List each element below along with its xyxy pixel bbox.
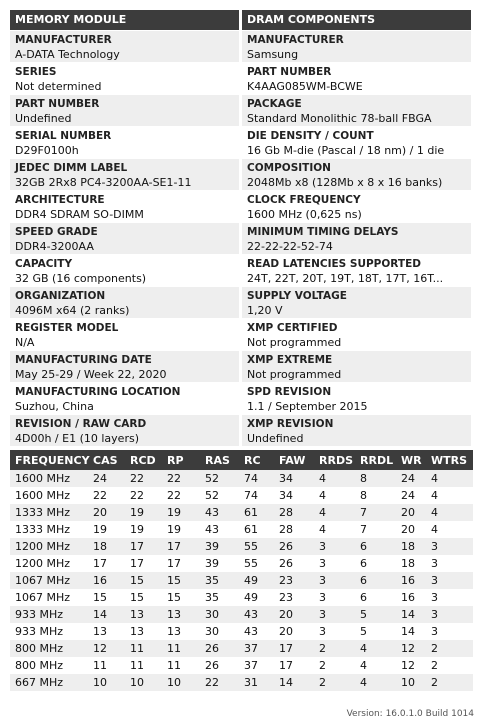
- field-label: XMP EXTREME: [247, 354, 333, 366]
- timing-row: [10, 674, 473, 691]
- timing-cell: 12: [396, 657, 426, 674]
- timing-cell: 6: [355, 572, 396, 589]
- timing-cell: 24: [88, 470, 125, 487]
- timing-cell: 28: [274, 504, 314, 521]
- timing-cell: 26: [274, 538, 314, 555]
- info-field: [242, 351, 471, 382]
- timing-cell: 5: [355, 606, 396, 623]
- timing-cell: 26: [200, 640, 239, 657]
- timing-cell: 2: [314, 640, 355, 657]
- field-value: Not determined: [15, 80, 102, 93]
- timing-cell: 13: [162, 606, 200, 623]
- field-label: REVISION / RAW CARD: [15, 418, 147, 430]
- timing-cell: 3: [426, 606, 473, 623]
- timing-cell: 3: [314, 555, 355, 572]
- field-value: 1,20 V: [247, 304, 283, 317]
- timing-cell: 17: [274, 657, 314, 674]
- field-value: 1.1 / September 2015: [247, 400, 368, 413]
- field-label: ORGANIZATION: [15, 290, 106, 302]
- timing-cell: 17: [125, 538, 162, 555]
- timing-cell: 11: [125, 657, 162, 674]
- field-value: 4096M x64 (2 ranks): [15, 304, 130, 317]
- timing-row: [10, 623, 473, 640]
- timing-row: [10, 470, 473, 487]
- field-value: 2048Mb x8 (128Mb x 8 x 16 banks): [247, 176, 443, 189]
- timing-cell: 4: [314, 470, 355, 487]
- timing-cell: 1067 MHz: [10, 589, 88, 606]
- timing-cell: 800 MHz: [10, 640, 88, 657]
- info-field: [10, 319, 239, 350]
- info-field: [10, 351, 239, 382]
- field-label: SERIAL NUMBER: [15, 130, 112, 142]
- timing-cell: 800 MHz: [10, 657, 88, 674]
- timing-cell: 23: [274, 589, 314, 606]
- field-value: N/A: [15, 336, 35, 349]
- field-label: MANUFACTURING LOCATION: [15, 386, 181, 398]
- timing-cell: 1200 MHz: [10, 555, 88, 572]
- field-value: Not programmed: [247, 368, 342, 381]
- timing-cell: 1067 MHz: [10, 572, 88, 589]
- field-label: PACKAGE: [247, 98, 302, 110]
- timing-cell: 933 MHz: [10, 606, 88, 623]
- timing-cell: 4: [314, 521, 355, 538]
- timing-cell: 10: [396, 674, 426, 691]
- field-value: DDR4-3200AA: [15, 240, 94, 253]
- timing-cell: 7: [355, 521, 396, 538]
- timing-cell: 11: [88, 657, 125, 674]
- field-label: MINIMUM TIMING DELAYS: [247, 226, 399, 238]
- info-field: [242, 31, 471, 62]
- timing-cell: 35: [200, 572, 239, 589]
- timing-cell: 15: [162, 572, 200, 589]
- timing-cell: 22: [162, 470, 200, 487]
- timing-cell: 19: [88, 521, 125, 538]
- timing-cell: 43: [200, 504, 239, 521]
- timing-cell: 5: [355, 623, 396, 640]
- timing-cell: 24: [396, 487, 426, 504]
- timing-cell: 13: [88, 623, 125, 640]
- field-label: XMP CERTIFIED: [247, 322, 338, 334]
- info-field: [10, 159, 239, 190]
- field-label: MANUFACTURER: [247, 34, 344, 46]
- timing-cell: 49: [239, 589, 274, 606]
- field-value: 32GB 2Rx8 PC4-3200AA-SE1-11: [15, 176, 192, 189]
- timing-cell: 14: [274, 674, 314, 691]
- info-field: [10, 415, 239, 446]
- timing-cell: 4: [355, 674, 396, 691]
- timing-cell: 3: [426, 538, 473, 555]
- timing-cell: 19: [162, 521, 200, 538]
- timing-cell: 4: [355, 640, 396, 657]
- dram-components-header: DRAM COMPONENTS: [242, 10, 471, 30]
- timing-cell: 2: [426, 657, 473, 674]
- field-label: SERIES: [15, 66, 57, 78]
- timing-cell: 3: [426, 589, 473, 606]
- timing-cell: 10: [162, 674, 200, 691]
- timing-cell: 2: [314, 674, 355, 691]
- timing-cell: 3: [426, 572, 473, 589]
- field-value: DDR4 SDRAM SO-DIMM: [15, 208, 144, 221]
- column-header: RC: [239, 450, 274, 470]
- timing-cell: 6: [355, 555, 396, 572]
- timing-cell: 4: [314, 487, 355, 504]
- timing-cell: 22: [88, 487, 125, 504]
- column-header: RCD: [125, 450, 162, 470]
- timing-row: [10, 657, 473, 674]
- timing-cell: 30: [200, 623, 239, 640]
- column-header: RRDS: [314, 450, 355, 470]
- version-label: Version: 16.0.1.0 Build 1014: [346, 709, 474, 719]
- timing-cell: 20: [88, 504, 125, 521]
- info-field: [10, 95, 239, 126]
- field-value: 4D00h / E1 (10 layers): [15, 432, 139, 445]
- field-value: 22-22-22-52-74: [247, 240, 333, 253]
- info-field: [242, 63, 471, 94]
- timing-cell: 13: [162, 623, 200, 640]
- timing-cell: 13: [125, 606, 162, 623]
- timing-cell: 43: [239, 606, 274, 623]
- field-value: Not programmed: [247, 336, 342, 349]
- timing-cell: 4: [426, 470, 473, 487]
- timing-cell: 39: [200, 555, 239, 572]
- timing-cell: 15: [125, 589, 162, 606]
- timing-table-body: [10, 470, 473, 691]
- timing-cell: 61: [239, 521, 274, 538]
- timing-cell: 13: [125, 623, 162, 640]
- timing-cell: 15: [162, 589, 200, 606]
- timing-cell: 43: [200, 521, 239, 538]
- timing-cell: 1333 MHz: [10, 504, 88, 521]
- timing-cell: 34: [274, 487, 314, 504]
- timing-row: [10, 606, 473, 623]
- timing-cell: 3: [426, 555, 473, 572]
- timing-cell: 39: [200, 538, 239, 555]
- timing-cell: 3: [314, 572, 355, 589]
- timing-cell: 7: [355, 504, 396, 521]
- info-field: [10, 287, 239, 318]
- timing-cell: 26: [200, 657, 239, 674]
- timing-cell: 1333 MHz: [10, 521, 88, 538]
- timing-cell: 2: [426, 640, 473, 657]
- field-value: 24T, 22T, 20T, 19T, 18T, 17T, 16T...: [247, 272, 444, 285]
- timing-cell: 4: [355, 657, 396, 674]
- column-header: RP: [162, 450, 200, 470]
- info-field: [242, 383, 471, 414]
- field-label: JEDEC DIMM LABEL: [15, 162, 128, 174]
- timing-cell: 2: [314, 657, 355, 674]
- column-header: RAS: [200, 450, 239, 470]
- timing-cell: 15: [125, 572, 162, 589]
- timing-cell: 23: [274, 572, 314, 589]
- field-value: 32 GB (16 components): [15, 272, 147, 285]
- column-header: FREQUENCY: [10, 450, 88, 470]
- info-field: [242, 255, 471, 286]
- field-value: D29F0100h: [15, 144, 79, 157]
- timing-cell: 1200 MHz: [10, 538, 88, 555]
- timing-cell: 16: [88, 572, 125, 589]
- timing-cell: 16: [396, 589, 426, 606]
- info-field: [10, 191, 239, 222]
- field-label: CLOCK FREQUENCY: [247, 194, 361, 206]
- timing-cell: 14: [88, 606, 125, 623]
- timing-row: [10, 572, 473, 589]
- timing-cell: 19: [125, 521, 162, 538]
- info-field: [10, 31, 239, 62]
- timing-cell: 14: [396, 623, 426, 640]
- timing-cell: 11: [162, 657, 200, 674]
- timing-cell: 15: [88, 589, 125, 606]
- info-field: [242, 415, 471, 446]
- timing-cell: 3: [314, 623, 355, 640]
- timing-row: [10, 521, 473, 538]
- info-field: [242, 127, 471, 158]
- timing-cell: 4: [426, 521, 473, 538]
- memory-module-fields: [10, 31, 239, 446]
- timing-cell: 14: [396, 606, 426, 623]
- field-label: REGISTER MODEL: [15, 322, 119, 334]
- info-field: [10, 255, 239, 286]
- field-label: READ LATENCIES SUPPORTED: [247, 258, 421, 270]
- info-field: [242, 287, 471, 318]
- timing-cell: 17: [274, 640, 314, 657]
- timing-cell: 10: [125, 674, 162, 691]
- timing-cell: 3: [426, 623, 473, 640]
- field-label: COMPOSITION: [247, 162, 331, 174]
- timing-cell: 30: [200, 606, 239, 623]
- timing-cell: 17: [162, 538, 200, 555]
- timing-cell: 12: [88, 640, 125, 657]
- timing-row: [10, 589, 473, 606]
- info-field: [242, 319, 471, 350]
- timing-cell: 34: [274, 470, 314, 487]
- timing-cell: 8: [355, 487, 396, 504]
- field-label: DIE DENSITY / COUNT: [247, 130, 374, 142]
- field-value: Samsung: [247, 48, 299, 61]
- timing-cell: 49: [239, 572, 274, 589]
- timing-cell: 31: [239, 674, 274, 691]
- timing-cell: 19: [162, 504, 200, 521]
- timing-cell: 20: [396, 521, 426, 538]
- field-label: PART NUMBER: [247, 66, 332, 78]
- field-value: May 25-29 / Week 22, 2020: [15, 368, 167, 381]
- timing-cell: 20: [396, 504, 426, 521]
- memory-module-header: MEMORY MODULE: [10, 10, 239, 30]
- info-field: [10, 223, 239, 254]
- column-header: CAS: [88, 450, 125, 470]
- timing-cell: 20: [274, 606, 314, 623]
- field-value: 16 Gb M-die (Pascal / 18 nm) / 1 die: [247, 144, 445, 157]
- field-value: A-DATA Technology: [15, 48, 120, 61]
- info-field: [10, 383, 239, 414]
- timing-cell: 52: [200, 487, 239, 504]
- field-label: SUPPLY VOLTAGE: [247, 290, 347, 302]
- timing-cell: 20: [274, 623, 314, 640]
- timing-cell: 4: [426, 487, 473, 504]
- timing-cell: 22: [125, 487, 162, 504]
- column-header: WTRS: [426, 450, 473, 470]
- timing-cell: 17: [88, 555, 125, 572]
- field-value: 1600 MHz (0,625 ns): [247, 208, 362, 221]
- timing-cell: 3: [314, 538, 355, 555]
- info-field: [242, 95, 471, 126]
- timing-cell: 933 MHz: [10, 623, 88, 640]
- info-field: [242, 159, 471, 190]
- timing-cell: 6: [355, 589, 396, 606]
- dram-components-panel: [242, 10, 471, 446]
- timing-header-row: [10, 450, 473, 470]
- timing-cell: 74: [239, 470, 274, 487]
- field-label: CAPACITY: [15, 258, 73, 270]
- timing-cell: 52: [200, 470, 239, 487]
- timing-cell: 22: [125, 470, 162, 487]
- timing-cell: 11: [162, 640, 200, 657]
- field-value: K4AAG085WM-BCWE: [247, 80, 363, 93]
- timing-cell: 4: [314, 504, 355, 521]
- timing-cell: 55: [239, 538, 274, 555]
- timing-cell: 3: [314, 589, 355, 606]
- timing-cell: 10: [88, 674, 125, 691]
- timing-cell: 18: [396, 555, 426, 572]
- timing-cell: 12: [396, 640, 426, 657]
- dram-components-fields: [242, 31, 471, 446]
- timing-cell: 11: [125, 640, 162, 657]
- field-label: MANUFACTURING DATE: [15, 354, 152, 366]
- timing-table: [10, 450, 473, 691]
- memory-module-panel: [10, 10, 239, 446]
- timing-cell: 24: [396, 470, 426, 487]
- info-field: [242, 191, 471, 222]
- info-field: [10, 127, 239, 158]
- column-header: RRDL: [355, 450, 396, 470]
- timing-cell: 16: [396, 572, 426, 589]
- timing-row: [10, 487, 473, 504]
- info-field: [10, 63, 239, 94]
- timing-row: [10, 504, 473, 521]
- timing-cell: 35: [200, 589, 239, 606]
- column-header: FAW: [274, 450, 314, 470]
- timing-row: [10, 640, 473, 657]
- timing-cell: 18: [88, 538, 125, 555]
- timing-cell: 19: [125, 504, 162, 521]
- timing-cell: 1600 MHz: [10, 470, 88, 487]
- field-label: XMP REVISION: [247, 418, 334, 430]
- field-value: Suzhou, China: [15, 400, 94, 413]
- field-value: Undefined: [247, 432, 304, 445]
- timing-cell: 17: [125, 555, 162, 572]
- field-label: PART NUMBER: [15, 98, 100, 110]
- timing-cell: 55: [239, 555, 274, 572]
- timing-cell: 18: [396, 538, 426, 555]
- timing-cell: 17: [162, 555, 200, 572]
- field-label: SPD REVISION: [247, 386, 332, 398]
- timing-cell: 2: [426, 674, 473, 691]
- timing-cell: 6: [355, 538, 396, 555]
- timing-cell: 26: [274, 555, 314, 572]
- timing-row: [10, 538, 473, 555]
- timing-cell: 37: [239, 657, 274, 674]
- timing-cell: 667 MHz: [10, 674, 88, 691]
- timing-cell: 37: [239, 640, 274, 657]
- timing-cell: 43: [239, 623, 274, 640]
- info-field: [242, 223, 471, 254]
- timing-cell: 22: [200, 674, 239, 691]
- field-label: MANUFACTURER: [15, 34, 112, 46]
- timing-row: [10, 555, 473, 572]
- timing-cell: 22: [162, 487, 200, 504]
- timing-cell: 4: [426, 504, 473, 521]
- field-value: Standard Monolithic 78-ball FBGA: [247, 112, 432, 125]
- timing-cell: 3: [314, 606, 355, 623]
- field-label: SPEED GRADE: [15, 226, 98, 238]
- timing-cell: 74: [239, 487, 274, 504]
- field-label: ARCHITECTURE: [15, 194, 105, 206]
- timing-cell: 61: [239, 504, 274, 521]
- field-value: Undefined: [15, 112, 72, 125]
- timing-cell: 28: [274, 521, 314, 538]
- timing-cell: 1600 MHz: [10, 487, 88, 504]
- timing-cell: 8: [355, 470, 396, 487]
- column-header: WR: [396, 450, 426, 470]
